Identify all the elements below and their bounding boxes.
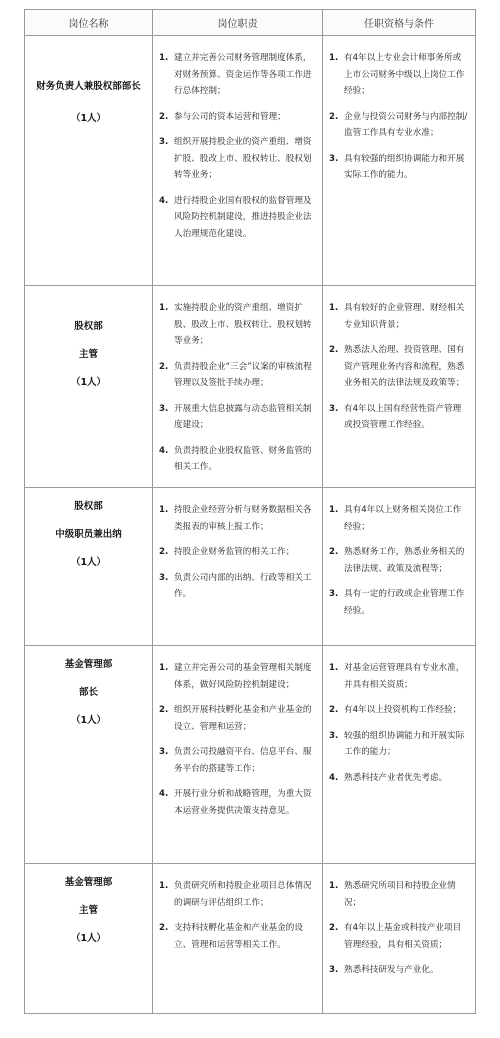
item-number: 3.: [159, 572, 169, 583]
table-row: [25, 864, 476, 1014]
item-text: 有4年以上投资机构工作经验；: [344, 705, 462, 715]
list-item: [159, 443, 316, 476]
position-title: 股权部: [74, 321, 103, 332]
requirement-cell: [323, 646, 476, 864]
list-item: [329, 544, 469, 577]
list-item: [159, 193, 316, 243]
position-cell: [25, 36, 153, 286]
position-title: 主管: [78, 905, 98, 916]
list-item: [159, 544, 316, 561]
header-row: [25, 10, 476, 36]
item-number: 3.: [329, 403, 339, 414]
list-item: [159, 786, 316, 819]
item-text: 对基金运营管理具有专业水准，并具有相关资质；: [344, 663, 465, 690]
item-number: 1.: [329, 505, 339, 515]
list-item: [159, 502, 316, 535]
item-text: 持股企业财务监管的相关工作；: [174, 547, 295, 557]
item-text: 组织开展持股企业的资产重组、增资扩股、股改上市、股权转让、股权划转等业务；: [174, 137, 312, 180]
item-text: 熟悉科技产业者优先考虑。: [344, 772, 448, 783]
item-text: 具有4年以上财务相关岗位工作经验；: [344, 505, 462, 532]
list-item: [329, 770, 469, 787]
item-number: 3.: [329, 589, 339, 599]
position-count: （1人）: [70, 377, 107, 388]
item-text: 有4年以上基金或科技产业项目管理经验，具有相关资质；: [344, 923, 462, 950]
item-text: 组织开展科技孵化基金和产业基金的设立、管理和运营；: [174, 705, 312, 732]
item-text: 进行持股企业国有股权的监督管理及风险防控机制建设，推进持股企业法人治理规范化建设。: [174, 195, 312, 239]
requirement-cell: [323, 488, 476, 646]
item-text: 有4年以上专业会计师事务所或上市公司财务中级以上岗位工作经验；: [344, 53, 465, 96]
table-body: [25, 36, 476, 1014]
requirement-cell: [323, 286, 476, 488]
header-position: 岗位名称: [25, 10, 153, 36]
list-item: [159, 660, 316, 693]
list-item: [329, 342, 469, 392]
position-title: 基金管理部: [64, 659, 113, 670]
list-item: [159, 920, 316, 953]
item-number: 1.: [329, 663, 339, 673]
table-row: [25, 286, 476, 488]
duties-list: [153, 864, 322, 953]
item-text: 有4年以上国有经营性资产管理或投资管理工作经验。: [344, 403, 462, 430]
position-cell: [25, 286, 153, 488]
table-row: [25, 488, 476, 646]
duty-cell: [153, 488, 323, 646]
item-number: 2.: [329, 547, 339, 557]
list-item: [159, 401, 316, 434]
position-cell: [25, 646, 153, 864]
list-item: [159, 134, 316, 184]
position-title: 主管: [78, 349, 98, 360]
item-text: 熟悉财务工作，熟悉业务相关的法律法规、政策及流程等；: [344, 547, 465, 574]
duties-list: [153, 488, 322, 603]
item-number: 3.: [329, 965, 339, 975]
list-item: [329, 702, 469, 719]
item-number: 4.: [159, 789, 169, 799]
job-table: [24, 9, 476, 1014]
item-number: 3.: [159, 747, 169, 757]
item-number: 1.: [329, 881, 339, 891]
list-item: [159, 878, 316, 911]
list-item: [159, 702, 316, 735]
item-number: 1.: [159, 663, 169, 673]
list-item: [159, 570, 316, 603]
header-duties: 岗位职责: [153, 10, 323, 36]
list-item: [329, 502, 469, 535]
item-text: 具有一定的行政或企业管理工作经验。: [344, 589, 465, 616]
item-number: 1.: [159, 303, 169, 313]
duty-cell: [153, 286, 323, 488]
position-title: 基金管理部: [64, 877, 113, 888]
item-number: 1.: [159, 881, 169, 891]
duty-cell: [153, 864, 323, 1014]
item-number: 2.: [159, 923, 169, 933]
list-item: [159, 300, 316, 350]
requirements-list: [323, 36, 475, 184]
item-text: 较强的组织协调能力和开展实际工作的能力；: [344, 730, 465, 757]
list-item: [329, 878, 469, 911]
item-text: 负责持股企业“三会”议案的审核流程管理以及签批手续办理；: [174, 361, 312, 388]
item-text: 企业与投资公司财务与内部控制/监管工作具有专业水准；: [344, 111, 468, 138]
list-item: [329, 962, 469, 979]
item-text: 负责持股企业股权监管、财务监管的相关工作。: [174, 445, 312, 472]
duties-list: [153, 286, 322, 476]
item-text: 建立并完善公司的基金管理相关制度体系，做好风险防控机制建设；: [174, 663, 312, 690]
item-text: 负责公司内部的出纳、行政等相关工作。: [174, 572, 312, 599]
item-number: 4.: [159, 445, 169, 456]
item-number: 1.: [329, 53, 339, 63]
item-number: 3.: [329, 730, 339, 741]
position-count: （1人）: [70, 933, 107, 944]
requirements-list: [323, 646, 475, 786]
list-item: [159, 744, 316, 777]
list-item: [329, 151, 469, 184]
item-text: 熟悉法人治理、投资管理、国有资产管理业务内容和流程，熟悉业务相关的法律法规及政策等；: [344, 345, 465, 388]
header-requirements: 任职资格与条件: [323, 10, 476, 36]
item-number: 2.: [159, 361, 169, 372]
list-item: [329, 109, 469, 142]
item-number: 3.: [329, 153, 339, 164]
item-text: 负责研究所和持股企业项目总体情况的调研与评估组织工作；: [174, 881, 312, 908]
item-text: 开展行业分析和战略管理，为重大资本运营业务提供决策支持意见。: [174, 789, 312, 816]
duty-cell: [153, 36, 323, 286]
item-text: 熟悉科技研发与产业化。: [344, 965, 439, 975]
list-item: [159, 50, 316, 100]
requirement-cell: [323, 36, 476, 286]
list-item: [329, 728, 469, 761]
item-number: 2.: [159, 111, 169, 122]
item-text: 实施持股企业的资产重组、增资扩股、股改上市、股权转让、股权划转等业务；: [174, 303, 312, 346]
duties-list: [153, 646, 322, 819]
item-number: 4.: [159, 195, 169, 206]
item-text: 开展重大信息披露与动态监管相关制度建设；: [174, 403, 312, 430]
table-row: [25, 36, 476, 286]
list-item: [159, 109, 316, 126]
list-item: [159, 359, 316, 392]
item-text: 持股企业经营分析与财务数据相关各类报表的审核上报工作；: [174, 505, 312, 532]
item-number: 2.: [159, 547, 169, 557]
requirements-list: [323, 286, 475, 434]
requirement-cell: [323, 864, 476, 1014]
item-number: 2.: [329, 705, 339, 715]
list-item: [329, 586, 469, 619]
item-number: 2.: [329, 111, 339, 122]
item-text: 具有较强的组织协调能力和开展实际工作的能力。: [344, 153, 465, 180]
position-cell: [25, 864, 153, 1014]
list-item: [329, 660, 469, 693]
requirements-list: [323, 488, 475, 619]
item-number: 1.: [329, 303, 339, 313]
item-text: 参与公司的资本运营和管理；: [174, 111, 286, 122]
item-number: 4.: [329, 772, 339, 783]
item-number: 1.: [159, 505, 169, 515]
list-item: [329, 50, 469, 100]
item-number: 3.: [159, 403, 169, 414]
table-row: [25, 646, 476, 864]
position-title: 股权部: [74, 501, 103, 512]
item-text: 建立并完善公司财务管理制度体系，对财务预算、资金运作等各项工作进行总体控制；: [174, 53, 312, 96]
list-item: [329, 300, 469, 333]
position-title: 财务负责人兼股权部部长: [36, 81, 141, 92]
position-cell: [25, 488, 153, 646]
item-number: 2.: [329, 923, 339, 933]
position-count: （1人）: [70, 715, 107, 726]
item-number: 1.: [159, 53, 169, 63]
duties-list: [153, 36, 322, 242]
item-number: 2.: [329, 345, 339, 355]
item-text: 负责公司投融资平台、信息平台、服务平台的搭建等工作；: [174, 747, 312, 774]
item-text: 具有较好的企业管理、财经相关专业知识背景；: [344, 303, 465, 330]
item-number: 2.: [159, 705, 169, 715]
position-count: （1人）: [70, 557, 107, 568]
item-number: 3.: [159, 137, 169, 147]
item-text: 支持科技孵化基金和产业基金的设立、管理和运营等相关工作。: [174, 923, 303, 950]
duty-cell: [153, 646, 323, 864]
item-text: 熟悉研究所项目和持股企业情况；: [344, 881, 456, 908]
requirements-list: [323, 864, 475, 979]
list-item: [329, 920, 469, 953]
position-title: 部长: [78, 687, 98, 698]
position-title: 中级职员兼出纳: [55, 529, 122, 540]
list-item: [329, 401, 469, 434]
position-count: （1人）: [70, 113, 107, 124]
